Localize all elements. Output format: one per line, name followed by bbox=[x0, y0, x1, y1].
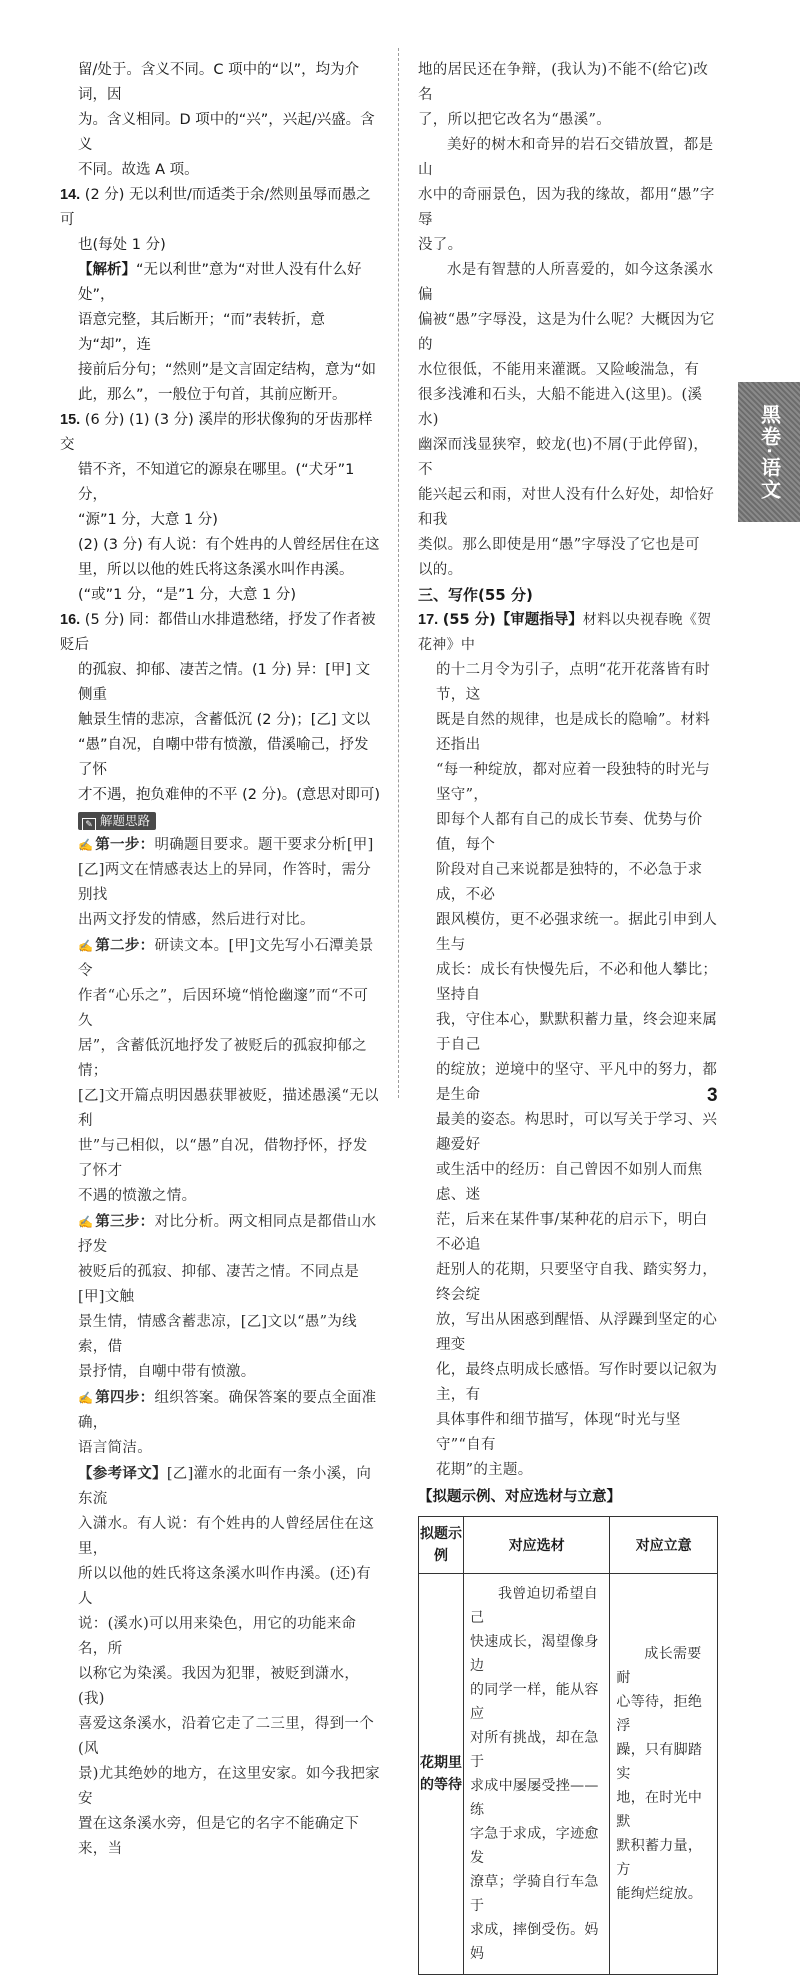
material-cell bbox=[464, 1574, 610, 1975]
text-line: 被贬后的孤寂、抑郁、凄苦之情。不同点是[甲]文触 bbox=[78, 1264, 360, 1305]
text-line: 茫，后来在某件事/某种花的启示下，明白不必追 bbox=[436, 1212, 708, 1253]
text-line: 地，在时光中默 bbox=[616, 1790, 703, 1830]
text-line: 研读文本。[甲]文先写小石潭美景令 bbox=[78, 938, 374, 979]
text-line: 不同。故选 A 项。 bbox=[78, 162, 199, 178]
text-line: 的十二月令为引子，点明“花开花落皆有时节，这 bbox=[436, 662, 711, 703]
question-number: 14. bbox=[60, 187, 81, 203]
solution-badge bbox=[78, 812, 156, 830]
section-heading: 三、写作(55 分) bbox=[418, 586, 533, 604]
text-line: 地的居民还在争辩，(我认为)不能不(给它)改名 bbox=[418, 62, 709, 103]
text-line: 放，写出从困惑到醒悟、从浮躁到坚定的心理变 bbox=[436, 1312, 718, 1353]
text-line: 化，最终点明成长感悟。写作时要以记叙为主，有 bbox=[436, 1362, 718, 1403]
text-line: 组织答案。确保答案的要点全面准确， bbox=[78, 1390, 377, 1431]
text-line: 幽深而浅显狭窄，蛟龙(也)不屑(于此停留)，不 bbox=[418, 437, 709, 478]
text-line: 世”与己相似，以“愚”自况，借物抒怀，抒发了怀才 bbox=[78, 1138, 368, 1179]
text-line: 能绚烂绽放。 bbox=[616, 1886, 703, 1902]
text-line: 即每个人都有自己的成长节奏、优势与价值，每个 bbox=[436, 812, 703, 853]
text-line: 对比分析。两文相同点是都借山水抒发 bbox=[78, 1214, 377, 1255]
text-line: “愚”自况，自嘲中带有愤激，借溪喻己，抒发了怀 bbox=[78, 737, 369, 778]
step-2 bbox=[78, 933, 382, 1209]
text-line: 为。含义相同。D 项中的“兴”，兴起/兴盛。含义 bbox=[78, 112, 375, 153]
theme-cell bbox=[610, 1574, 718, 1975]
question-number: 15. bbox=[60, 412, 81, 428]
jiexi-label: 【解析】 bbox=[78, 262, 136, 278]
question-number: 17. bbox=[418, 612, 439, 628]
text-line: 阶段对自己来说都是独特的，不必急于求成，不必 bbox=[436, 862, 703, 903]
step-title: 第四步： bbox=[95, 1389, 155, 1406]
text-line: 类似。那么即使是用“愚”字辱没了它也是可 bbox=[418, 537, 700, 553]
text-line: 具体事件和细节描写，体现“时光与坚守”“自有 bbox=[436, 1412, 681, 1453]
text-line: 心等待，拒绝浮 bbox=[616, 1694, 703, 1734]
question-17 bbox=[418, 608, 718, 1483]
table-row bbox=[419, 1574, 718, 1975]
text-line: 作者“心乐之”，后因环境“悄怆幽邃”而“不可久 bbox=[78, 988, 369, 1029]
text-line: 求成，摔倒受伤。妈妈 bbox=[470, 1922, 599, 1962]
text-line: 我，守住本心，默默积蓄力量，终会迎来属于自己 bbox=[436, 1012, 718, 1053]
text-line: 景抒情，自嘲中带有愤激。 bbox=[78, 1364, 256, 1380]
text-line: (2) (3 分) 有人说：有个姓冉的人曾经居住在这 bbox=[78, 537, 380, 553]
pen-icon: ✍ bbox=[78, 838, 94, 852]
subject-side-tab bbox=[738, 382, 800, 522]
text-line: 入潇水。有人说：有个姓冉的人曾经居住在这里， bbox=[78, 1516, 374, 1557]
text-line: 偏被“愚”字辱没，这是为什么呢？大概因为它的 bbox=[418, 312, 715, 353]
question-15 bbox=[60, 408, 382, 608]
translation-label: 【参考译文】 bbox=[78, 1465, 167, 1482]
text-line: 美好的树木和奇异的岩石交错放置，都是山 bbox=[418, 137, 714, 178]
text-line: 躁，只有脚踏实 bbox=[616, 1742, 703, 1782]
text-line: 错不齐，不知道它的源泉在哪里。(“犬牙”1 分， bbox=[78, 462, 355, 503]
text-line: 以称它为染溪。我因为犯罪，被贬到潇水，(我) bbox=[78, 1666, 360, 1707]
text-line: 跟风模仿，更不必强求统一。据此引申到人生与 bbox=[436, 912, 718, 953]
text-line: 花期”的主题。 bbox=[436, 1462, 533, 1478]
text-line: 材料以央视春晚《贺花神》中 bbox=[418, 612, 712, 653]
text-line: 默积蓄力量，方 bbox=[616, 1838, 703, 1878]
text-line: “每一种绽放，都对应着一段独特的时光与坚守”， bbox=[436, 762, 711, 803]
table-header-cell: 对应选材 bbox=[464, 1517, 610, 1574]
pen-icon: ✍ bbox=[78, 939, 94, 953]
solution-steps bbox=[60, 808, 382, 1862]
text-line: 的同学一样，能从容应 bbox=[470, 1682, 599, 1722]
question-head: (55 分)【审题指导】 bbox=[442, 612, 583, 628]
text-line: [乙]文开篇点明因愚获罪被贬，描述愚溪“无以利 bbox=[78, 1088, 379, 1129]
step-title: 第三步： bbox=[95, 1213, 155, 1230]
text-line: 居”，含蓄低沉地抒发了被贬后的孤寂抑郁之情； bbox=[78, 1038, 367, 1079]
text-line: 才不遇，抱负难伸的不平 (2 分)。(意思对即可) bbox=[78, 787, 381, 803]
text-line: 成长：成长有快慢先后，不必和他人攀比；坚持自 bbox=[436, 962, 718, 1003]
translation-continued bbox=[418, 58, 718, 583]
text-line: 景)尤其绝妙的地方，在这里安家。如今我把家安 bbox=[78, 1766, 380, 1807]
text-line: 水中的奇丽景色，因为我的缘故，都用“愚”字辱 bbox=[418, 187, 715, 228]
text-line: 很多浅滩和石头，大船不能进入(这里)。(溪水) bbox=[418, 387, 703, 428]
text-line: 的孤寂、抑郁、凄苦之情。(1 分) 异：[甲] 文侧重 bbox=[78, 662, 371, 703]
text-line: 对所有挑战，却在急于 bbox=[470, 1730, 599, 1770]
lightbulb-icon: ✎ bbox=[82, 818, 96, 832]
text-line: 此，那么”，一般位于句首，其前应断开。 bbox=[78, 387, 347, 403]
table-header-cell: 拟题示例 bbox=[419, 1517, 464, 1574]
table-header-row bbox=[419, 1517, 718, 1574]
text-line: (6 分) (1) (3 分) 溪岸的形状像狗的牙齿那样交 bbox=[60, 412, 373, 453]
text-line: [乙]灌水的北面有一条小溪，向东流 bbox=[78, 1466, 372, 1507]
text-line: 留/处于。含义不同。C 项中的“以”，均为介词，因 bbox=[78, 62, 360, 103]
text-line: 的绽放；逆境中的坚守、平凡中的努力，都是生命 bbox=[436, 1062, 718, 1103]
text-line: (“或”1 分，“是”1 分，大意 1 分) bbox=[78, 587, 296, 603]
table-header-cell: 对应立意 bbox=[610, 1517, 718, 1574]
text-line: 字急于求成，字迹愈发 bbox=[470, 1826, 599, 1866]
text-line: 成长需要耐 bbox=[616, 1646, 702, 1686]
text-line: (5 分) 同：都借山水排遣愁绪，抒发了作者被贬后 bbox=[60, 612, 376, 653]
question-14 bbox=[60, 183, 382, 408]
table-title: 【拟题示例、对应选材与立意】 bbox=[418, 1489, 621, 1505]
step-title: 第一步： bbox=[95, 836, 155, 853]
text-line: [乙]两文在情感表达上的异同，作答时，需分别找 bbox=[78, 862, 372, 903]
text-line: 最美的姿态。构思时，可以写关于学习、兴趣爱好 bbox=[436, 1112, 718, 1153]
text-line: 景生情，情感含蓄悲凉，[乙]文以“愚”为线索，借 bbox=[78, 1314, 357, 1355]
text-line: 潦草；学骑自行车急于 bbox=[470, 1874, 599, 1914]
title-cell: 花期里的等待 bbox=[419, 1574, 464, 1975]
text-line: 既是自然的规律，也是成长的隐喻”。材料还指出 bbox=[436, 712, 711, 753]
text-line: 水位很低，不能用来灌溉。又险峻湍急，有 bbox=[418, 362, 700, 378]
step-1 bbox=[78, 832, 382, 933]
text-line: 不遇的愤激之情。 bbox=[78, 1188, 197, 1204]
text-line: 明确题目要求。题干要求分析[甲] bbox=[154, 837, 374, 853]
pen-icon: ✍ bbox=[78, 1391, 94, 1405]
text-line: 喜爱这条溪水，沿着它走了二三里，得到一个(风 bbox=[78, 1716, 374, 1757]
writing-guidance bbox=[418, 658, 718, 1483]
text-line: 置在这条溪水旁，但是它的名字不能确定下来，当 bbox=[78, 1816, 360, 1857]
page-number: 3 bbox=[707, 1085, 718, 1106]
text-line: 触景生情的悲凉，含蓄低沉 (2 分)；[乙] 文以 bbox=[78, 712, 371, 728]
text-line: 了，所以把它改名为“愚溪”。 bbox=[418, 112, 612, 128]
step-3 bbox=[78, 1209, 382, 1385]
text-line: 说：(溪水)可以用来染色，用它的功能来命名，所 bbox=[78, 1616, 357, 1657]
left-column bbox=[60, 58, 382, 1862]
column-divider bbox=[398, 48, 399, 1098]
text-line: 水是有智慧的人所喜爱的，如今这条溪水偏 bbox=[418, 262, 714, 303]
text-line: 求成中屡屡受挫——练 bbox=[470, 1778, 599, 1818]
text-line: 没了。 bbox=[418, 237, 463, 253]
text-line: 赶别人的花期，只要坚守自我、踏实努力，终会绽 bbox=[436, 1262, 718, 1303]
side-tab-label: 黑卷·语文 bbox=[757, 403, 780, 501]
pen-icon: ✍ bbox=[78, 1215, 94, 1229]
text-line: 所以以他的姓氏将这条溪水叫作冉溪。(还)有人 bbox=[78, 1566, 372, 1607]
intro-text bbox=[60, 58, 382, 183]
text-line: 以的。 bbox=[418, 562, 463, 578]
question-number: 16. bbox=[60, 612, 81, 628]
badge-label: 解题思路 bbox=[100, 813, 151, 828]
title-example-table bbox=[418, 1516, 718, 1975]
reference-translation bbox=[78, 1461, 382, 1862]
text-line: (2 分) 无以利世/而适类于余/然则虽辱而愚之可 bbox=[60, 187, 371, 228]
text-line: 语言简洁。 bbox=[78, 1440, 152, 1456]
text-line: 出两文抒发的情感，然后进行对比。 bbox=[78, 912, 315, 928]
text-line: 或生活中的经历：自己曾因不如别人而焦虑、迷 bbox=[436, 1162, 703, 1203]
step-4 bbox=[78, 1385, 382, 1461]
question-16 bbox=[60, 608, 382, 808]
text-line: 也(每处 1 分) bbox=[78, 237, 166, 253]
text-line: 语意完整，其后断开；“而”表转折，意为“却”，连 bbox=[78, 312, 326, 353]
right-column bbox=[418, 58, 718, 1975]
text-line: 里，所以以他的姓氏将这条溪水叫作冉溪。 bbox=[78, 562, 354, 578]
step-title: 第二步： bbox=[95, 937, 155, 954]
text-line: 我曾迫切希望自己 bbox=[470, 1586, 599, 1626]
text-line: 能兴起云和雨，对世人没有什么好处，却恰好和我 bbox=[418, 487, 714, 528]
text-line: 快速成长，渴望像身边 bbox=[470, 1634, 599, 1674]
text-line: “源”1 分，大意 1 分) bbox=[78, 512, 218, 528]
text-line: 接前后分句；“然则”是文言固定结构，意为“如 bbox=[78, 362, 377, 378]
text-line: “无以利世”意为“对世人没有什么好处”， bbox=[78, 262, 362, 303]
